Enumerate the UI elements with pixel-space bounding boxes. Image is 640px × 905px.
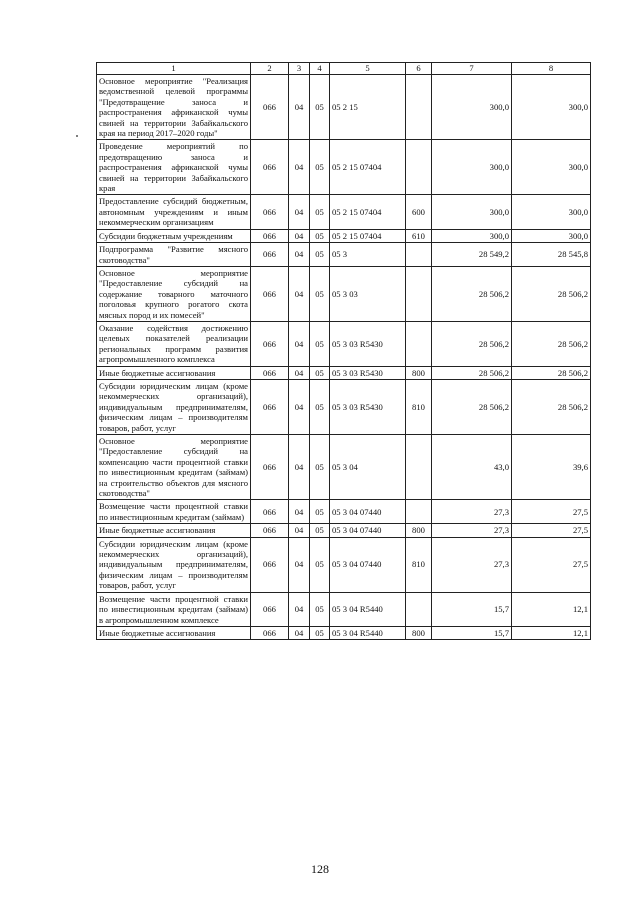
amount-year-2: 300,0 [512, 75, 591, 140]
amount-year-2: 28 506,2 [512, 366, 591, 379]
ministry-code: 066 [251, 75, 289, 140]
amount-year-1: 27,3 [432, 524, 512, 537]
item-name: Проведение мероприятий по предотвращению заноса и распространения африканской чумы свиней на территории Забайкальского края [97, 140, 251, 195]
section-code: 04 [289, 537, 310, 592]
expense-type-code: 800 [406, 626, 432, 639]
table-row [97, 266, 591, 321]
table-row [97, 195, 591, 229]
subsection-code: 05 [310, 435, 330, 500]
amount-year-1: 43,0 [432, 435, 512, 500]
item-name: Основное мероприятие "Предоставление субсидий на компенсацию части процентной ставки по инвестиционным кредитам (займам) на строительство объектов для мясного скотоводства" [97, 435, 251, 500]
amount-year-1: 28 506,2 [432, 366, 512, 379]
ministry-code: 066 [251, 379, 289, 434]
ministry-code: 066 [251, 626, 289, 639]
ministry-code: 066 [251, 500, 289, 524]
expense-type-code [406, 243, 432, 267]
amount-year-1: 28 506,2 [432, 266, 512, 321]
subsection-code: 05 [310, 321, 330, 366]
item-name: Субсидии юридическим лицам (кроме некоммерческих организаций), индивидуальным предпринимателям, физическим лицам – производителям товаров, работ, услуг [97, 379, 251, 434]
item-name: Возмещение части процентной ставки по инвестиционным кредитам (займам) в агропромышленном комплексе [97, 592, 251, 626]
target-article-code: 05 3 04 07440 [330, 500, 406, 524]
amount-year-1: 15,7 [432, 592, 512, 626]
expense-type-code [406, 140, 432, 195]
subsection-code: 05 [310, 75, 330, 140]
item-name: Субсидии юридическим лицам (кроме некоммерческих организаций), индивидуальным предпринимателям, физическим лицам – производителям товаров, работ, услуг [97, 537, 251, 592]
ministry-code: 066 [251, 537, 289, 592]
amount-year-2: 27,5 [512, 500, 591, 524]
item-name: Подпрограмма "Развитие мясного скотоводства" [97, 243, 251, 267]
item-name: Оказание содействия достижению целевых показателей реализации региональных программ развития агропромышленного комплекса [97, 321, 251, 366]
target-article-code: 05 2 15 07404 [330, 195, 406, 229]
amount-year-2: 300,0 [512, 140, 591, 195]
section-code: 04 [289, 229, 310, 242]
amount-year-1: 28 506,2 [432, 379, 512, 434]
expense-type-code [406, 266, 432, 321]
amount-year-2: 28 545,8 [512, 243, 591, 267]
amount-year-2: 12,1 [512, 592, 591, 626]
amount-year-2: 300,0 [512, 229, 591, 242]
table-row [97, 435, 591, 500]
expense-type-code [406, 435, 432, 500]
ministry-code: 066 [251, 366, 289, 379]
expense-type-code [406, 592, 432, 626]
subsection-code: 05 [310, 626, 330, 639]
ministry-code: 066 [251, 524, 289, 537]
column-header: 2 [251, 63, 289, 75]
column-header: 7 [432, 63, 512, 75]
amount-year-2: 28 506,2 [512, 379, 591, 434]
amount-year-1: 300,0 [432, 195, 512, 229]
amount-year-1: 28 549,2 [432, 243, 512, 267]
target-article-code: 05 2 15 [330, 75, 406, 140]
amount-year-2: 39,6 [512, 435, 591, 500]
subsection-code: 05 [310, 140, 330, 195]
section-code: 04 [289, 243, 310, 267]
target-article-code: 05 2 15 07404 [330, 229, 406, 242]
amount-year-1: 300,0 [432, 229, 512, 242]
ministry-code: 066 [251, 321, 289, 366]
table-row [97, 229, 591, 242]
expense-type-code [406, 321, 432, 366]
ministry-code: 066 [251, 266, 289, 321]
section-code: 04 [289, 626, 310, 639]
section-code: 04 [289, 321, 310, 366]
section-code: 04 [289, 366, 310, 379]
target-article-code: 05 3 03 R5430 [330, 321, 406, 366]
amount-year-2: 12,1 [512, 626, 591, 639]
target-article-code: 05 3 03 R5430 [330, 379, 406, 434]
table-row [97, 500, 591, 524]
subsection-code: 05 [310, 592, 330, 626]
target-article-code: 05 3 04 07440 [330, 537, 406, 592]
column-header: 5 [330, 63, 406, 75]
amount-year-2: 300,0 [512, 195, 591, 229]
column-header: 4 [310, 63, 330, 75]
target-article-code: 05 3 04 07440 [330, 524, 406, 537]
section-code: 04 [289, 140, 310, 195]
table-row [97, 366, 591, 379]
item-name: Основное мероприятие "Реализация ведомственной целевой программы "Предотвращение заноса и распространения африканской чумы свиней на территории Забайкальского края на период 2017–2020 годы" [97, 75, 251, 140]
page-number: 128 [311, 862, 329, 876]
table-row [97, 537, 591, 592]
target-article-code: 05 2 15 07404 [330, 140, 406, 195]
item-name: Иные бюджетные ассигнования [97, 366, 251, 379]
section-code: 04 [289, 266, 310, 321]
amount-year-1: 28 506,2 [432, 321, 512, 366]
table-row [97, 626, 591, 639]
subsection-code: 05 [310, 379, 330, 434]
section-code: 04 [289, 524, 310, 537]
table-row [97, 140, 591, 195]
expense-type-code [406, 500, 432, 524]
target-article-code: 05 3 04 [330, 435, 406, 500]
section-code: 04 [289, 435, 310, 500]
ministry-code: 066 [251, 229, 289, 242]
subsection-code: 05 [310, 243, 330, 267]
subsection-code: 05 [310, 524, 330, 537]
section-code: 04 [289, 75, 310, 140]
section-code: 04 [289, 500, 310, 524]
ministry-code: 066 [251, 592, 289, 626]
item-name: Иные бюджетные ассигнования [97, 626, 251, 639]
column-header: 6 [406, 63, 432, 75]
amount-year-2: 28 506,2 [512, 321, 591, 366]
item-name: Предоставление субсидий бюджетным, автономным учреждениям и иным некоммерческим организациям [97, 195, 251, 229]
expense-type-code: 800 [406, 524, 432, 537]
column-header: 3 [289, 63, 310, 75]
ministry-code: 066 [251, 243, 289, 267]
table-row [97, 75, 591, 140]
target-article-code: 05 3 04 R5440 [330, 626, 406, 639]
expense-type-code: 810 [406, 537, 432, 592]
column-header: 8 [512, 63, 591, 75]
amount-year-2: 28 506,2 [512, 266, 591, 321]
section-code: 04 [289, 592, 310, 626]
subsection-code: 05 [310, 266, 330, 321]
expense-type-code: 800 [406, 366, 432, 379]
item-name: Основное мероприятие "Предоставление субсидий на содержание товарного маточного поголовья крупного рогатого скота мясных пород и их помесей" [97, 266, 251, 321]
column-header: 1 [97, 63, 251, 75]
ministry-code: 066 [251, 140, 289, 195]
amount-year-1: 15,7 [432, 626, 512, 639]
item-name: Субсидии бюджетным учреждениям [97, 229, 251, 242]
budget-table [96, 62, 591, 640]
table-row [97, 592, 591, 626]
subsection-code: 05 [310, 366, 330, 379]
item-name: Возмещение части процентной ставки по инвестиционным кредитам (займам) [97, 500, 251, 524]
header-row [97, 63, 591, 75]
ministry-code: 066 [251, 435, 289, 500]
expense-type-code: 810 [406, 379, 432, 434]
expense-type-code [406, 75, 432, 140]
section-code: 04 [289, 195, 310, 229]
subsection-code: 05 [310, 195, 330, 229]
target-article-code: 05 3 04 R5440 [330, 592, 406, 626]
ministry-code: 066 [251, 195, 289, 229]
amount-year-2: 27,5 [512, 524, 591, 537]
item-name: Иные бюджетные ассигнования [97, 524, 251, 537]
amount-year-1: 27,3 [432, 500, 512, 524]
table-row [97, 321, 591, 366]
target-article-code: 05 3 03 [330, 266, 406, 321]
amount-year-1: 27,3 [432, 537, 512, 592]
amount-year-1: 300,0 [432, 140, 512, 195]
target-article-code: 05 3 [330, 243, 406, 267]
subsection-code: 05 [310, 500, 330, 524]
amount-year-2: 27,5 [512, 537, 591, 592]
scan-dot [76, 135, 78, 137]
subsection-code: 05 [310, 537, 330, 592]
table-row [97, 379, 591, 434]
target-article-code: 05 3 03 R5430 [330, 366, 406, 379]
table-row [97, 243, 591, 267]
subsection-code: 05 [310, 229, 330, 242]
expense-type-code: 610 [406, 229, 432, 242]
table-row [97, 524, 591, 537]
section-code: 04 [289, 379, 310, 434]
expense-type-code: 600 [406, 195, 432, 229]
amount-year-1: 300,0 [432, 75, 512, 140]
